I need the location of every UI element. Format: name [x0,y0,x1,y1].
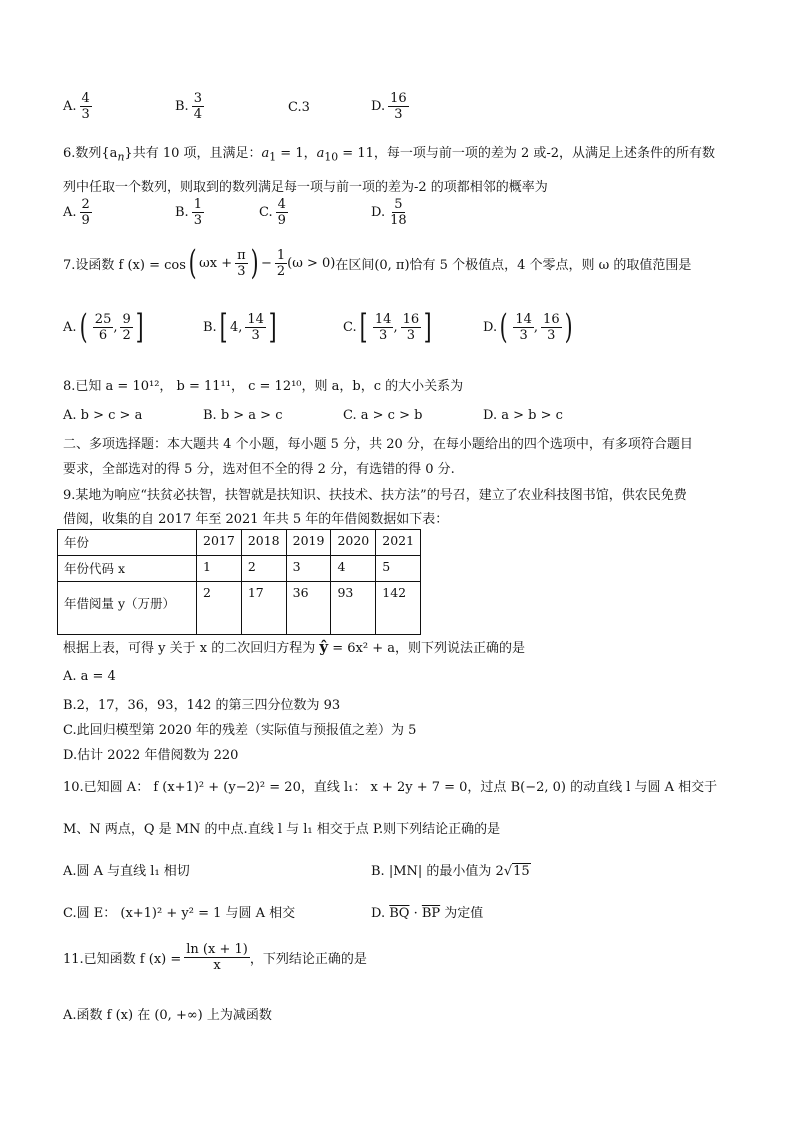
table-cell: 1 [197,556,242,582]
q9-option-a: A. a = 4 [63,669,116,684]
table-cell: 2 [197,582,242,635]
q10-option-b: B. |MN| 的最小值为 2√15 [371,864,530,879]
table-cell: 142 [376,582,421,635]
q9-stem-line1: 9.某地为响应“扶贫必扶智，扶智就是扶知识、扶技术、扶方法”的号召，建立了农业科技图书馆，供农民免费 [63,488,687,503]
table-cell: 2019 [286,530,331,556]
q7-option-d: D. ( $\frac{14}{3}$ , $\frac{16}{3}$ ) [483,307,573,347]
q8-option-d: D. a > b > c [483,408,563,423]
q5-option-c: C.3 [288,100,310,115]
table-cell: 年份 [58,530,197,556]
q6-option-b: B. $\frac{1}{3}$ [175,197,202,228]
table-cell: 3 [286,556,331,582]
table-row [58,582,421,635]
q8-option-c: C. a > c > b [343,408,423,423]
q7-option-c: C. [ $\frac{14}{3}$ , $\frac{16}{3}$ ] [343,307,432,347]
q10-option-a: A.圆 A 与直线 l₁ 相切 [63,864,190,879]
section2-line2: 要求，全部选对的得 5 分，选对但不全的得 2 分，有选错的得 0 分. [63,462,455,477]
table-row [58,556,421,582]
q6-stem-line1: 6.数列$\{a_n\}$共有 10 项，且满足：$a_1 = 1$，$a_{10} = 11$，每一项与前一项的差为 2 或-2，从满足上述条件的所有数 [63,146,716,164]
q11-stem: 11.已知函数 f (x) = $\frac{\ln (x + 1)}{x}$ ，下列结论正确的是 [63,942,367,973]
table-cell: 5 [376,556,421,582]
q10-option-c: C.圆 E： (x+1)² + y² = 1 与圆 A 相交 [63,906,296,921]
q11-option-a: A.函数 f (x) 在 (0, +∞) 上为减函数 [63,1008,272,1023]
table-cell: 年份代码 x [58,556,197,582]
q9-data-table [57,529,421,635]
table-cell: 17 [241,582,286,635]
table-cell: 年借阅量 y（万册） [58,582,197,635]
q9-stem-line2: 借阅，收集的自 2017 年至 2021 年共 5 年的年借阅数据如下表： [63,512,449,527]
table-header-row [58,530,421,556]
table-cell: 36 [286,582,331,635]
q9-regression-line: 根据上表，可得 y 关于 x 的二次回归方程为 ŷ = 6x² + a，则下列说法正确的是 [63,638,525,656]
q5-option-b: B. $\frac{3}{4}$ [175,91,202,122]
q8-stem: 8.已知 a = 10¹²， b = 11¹¹， c = 12¹⁰，则 a，b，c 的大小关系为 [63,379,464,394]
table-cell: 2021 [376,530,421,556]
q10-option-d: D. $\overline{BQ} \cdot \overline{BP}$ 为定值 [371,906,484,921]
q9-option-d: D.估计 2022 年借阅数为 220 [63,748,239,763]
q6-option-a: A. $\frac{2}{9}$ [63,197,90,228]
table-cell: 4 [331,556,376,582]
table-cell: 2020 [331,530,376,556]
table-cell: 2 [241,556,286,582]
q8-option-b: B. b > a > c [203,408,283,423]
q7-stem: 7.设函数 f (x) = cos ( ωx + $\frac{\pi}{3}$ ) − $\frac{1}{2}$ (ω > 0) 在区间(0, π)恰有 5 个极值点，4 个零点，则 ω 的取值范围是 [63,243,692,283]
table-cell: 93 [331,582,376,635]
q5-option-a: A. $\frac{4}{3}$ [63,91,90,122]
q6-option-c: C. $\frac{4}{9}$ [259,197,286,228]
q8-option-a: A. b > c > a [63,408,143,423]
q9-option-b: B.2，17，36，93，142 的第三四分位数为 93 [63,698,341,713]
q9-option-c: C.此回归模型第 2020 年的残差（实际值与预报值之差）为 5 [63,723,417,738]
table-cell: 2017 [197,530,242,556]
q6-option-d: D. $\frac{5}{18}$ [371,197,407,228]
table-cell: 2018 [241,530,286,556]
section2-line1: 二、多项选择题：本大题共 4 个小题，每小题 5 分，共 20 分，在每小题给出的四个选项中，有多项符合题目 [63,437,693,452]
q10-stem-line2: M、N 两点，Q 是 MN 的中点.直线 l 与 l₁ 相交于点 P.则下列结论正确的是 [63,822,501,837]
q5-option-d: D. $\frac{16}{3}$ [371,91,407,122]
q10-stem-line1: 10.已知圆 A： f (x+1)² + (y−2)² = 20，直线 l₁： x + 2y + 7 = 0，过点 B(−2, 0) 的动直线 l 与圆 A 相交于 [63,780,718,795]
q7-option-a: A. ( $\frac{25}{6}$ , $\frac{9}{2}$ ] [63,307,144,347]
q6-stem-line2: 列中任取一个数列，则取到的数列满足每一项与前一项的差为-2 的项都相邻的概率为 [63,180,548,195]
q7-option-b: B. [ 4, $\frac{14}{3}$ ] [203,307,277,347]
